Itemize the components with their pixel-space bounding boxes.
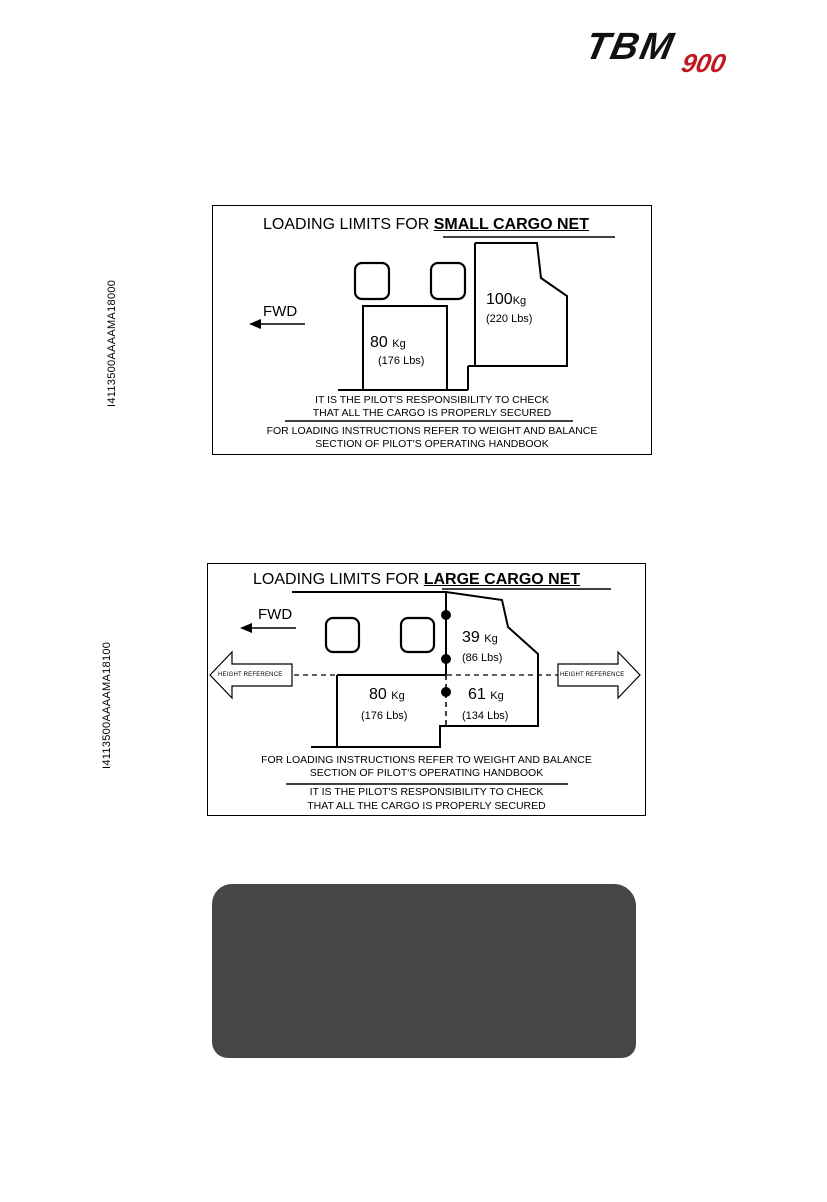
window-icon — [401, 618, 434, 652]
zone-a-weight: 80 Kg — [370, 334, 406, 351]
placard-title: LOADING LIMITS FOR SMALL CARGO NET — [263, 216, 589, 233]
cabin-outline — [292, 592, 538, 747]
placard-title: LOADING LIMITS FOR LARGE CARGO NET — [253, 571, 581, 588]
note-line: IT IS THE PILOT'S RESPONSIBILITY TO CHECK — [309, 786, 544, 798]
zone-a-lbs: (176 Lbs) — [361, 710, 408, 722]
fwd-arrow-head-icon — [249, 319, 261, 329]
zone-b-lbs: (220 Lbs) — [486, 313, 533, 325]
fwd-arrow-head-icon — [240, 623, 252, 633]
zone-a-lbs: (176 Lbs) — [378, 355, 425, 367]
zone-lower-lbs: (134 Lbs) — [462, 710, 509, 722]
large-net-reference-code: I4113500AAAAMA18100 — [101, 641, 113, 769]
height-reference-left-label: HEIGHT REFERENCE — [218, 672, 283, 678]
logo-model-text: 900 — [678, 48, 729, 78]
window-icon — [326, 618, 359, 652]
anchor-point-icon — [441, 654, 451, 664]
zone-b-weight: 100Kg — [486, 291, 527, 308]
fwd-label: FWD — [263, 303, 298, 320]
note-line: SECTION OF PILOT'S OPERATING HANDBOOK — [309, 767, 544, 779]
note-line: FOR LOADING INSTRUCTIONS REFER TO WEIGHT AND BALANCE — [266, 425, 598, 437]
zone-a-weight: 80 Kg — [369, 686, 405, 703]
anchor-point-icon — [441, 610, 451, 620]
note-line: IT IS THE PILOT'S RESPONSIBILITY TO CHECK — [315, 394, 549, 406]
small-net-reference-code: I4113500AAAAMA18000 — [106, 279, 118, 407]
note-line: THAT ALL THE CARGO IS PROPERLY SECURED — [312, 407, 552, 419]
tbm-900-logo — [581, 26, 746, 78]
net-type-label: SMALL CARGO NET — [433, 216, 589, 233]
window-icon — [355, 263, 389, 299]
window-icon — [431, 263, 465, 299]
zone-upper-weight: 39 Kg — [462, 629, 498, 646]
dark-placard-panel — [212, 884, 636, 1058]
anchor-point-icon — [441, 687, 451, 697]
note-line: THAT ALL THE CARGO IS PROPERLY SECURED — [307, 800, 546, 812]
logo-brand-text: TBM — [581, 26, 679, 68]
large-cargo-net-placard — [207, 563, 646, 816]
note-line: FOR LOADING INSTRUCTIONS REFER TO WEIGHT AND BALANCE — [261, 754, 592, 766]
note-line: SECTION OF PILOT'S OPERATING HANDBOOK — [315, 438, 549, 450]
net-type-label: LARGE CARGO NET — [423, 571, 581, 588]
zone-lower-weight: 61 Kg — [468, 686, 504, 703]
small-cargo-net-placard — [212, 205, 652, 455]
height-reference-right-label: HEIGHT REFERENCE — [560, 672, 625, 678]
zone-upper-lbs: (86 Lbs) — [462, 652, 503, 664]
fwd-label: FWD — [258, 606, 293, 623]
